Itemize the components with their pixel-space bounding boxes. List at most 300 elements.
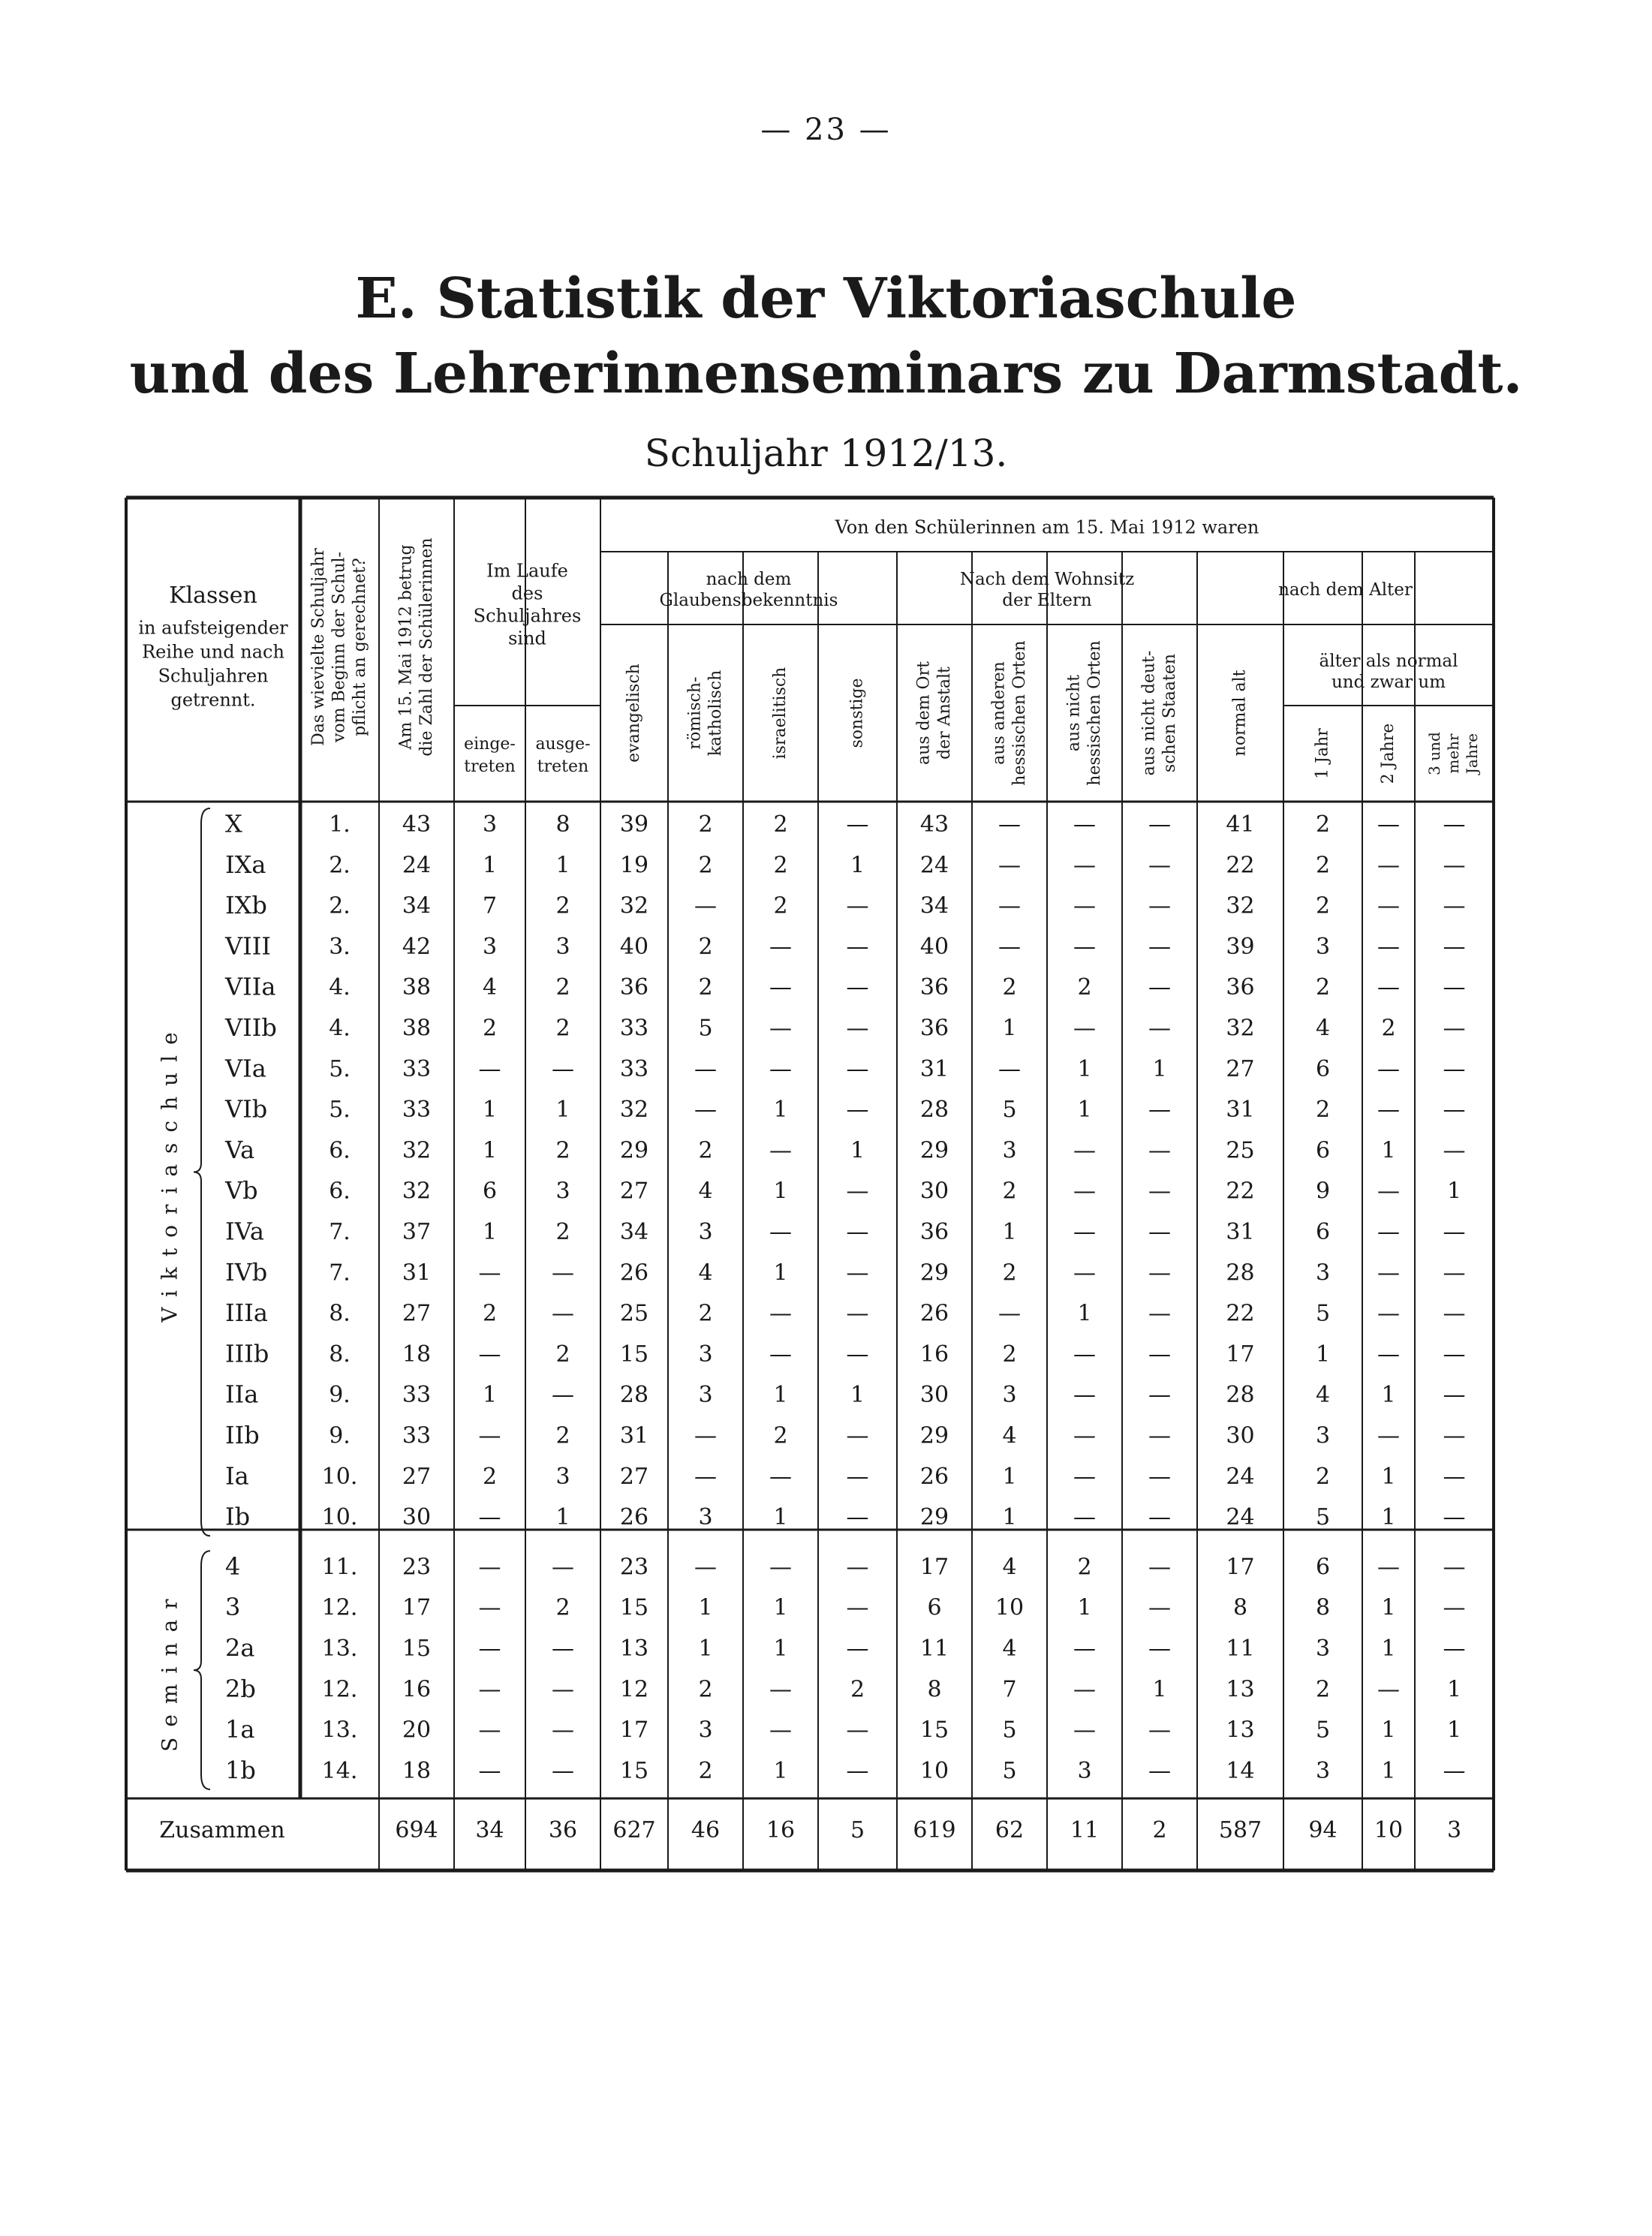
total-value: 16 bbox=[766, 1817, 796, 1843]
cell-value: 10 bbox=[995, 1594, 1025, 1621]
cell-value: 1 bbox=[850, 1137, 865, 1164]
cell-value: 1 bbox=[1381, 1717, 1396, 1744]
cell-value: 27 bbox=[619, 1178, 649, 1205]
cell-value: 4 bbox=[1315, 1382, 1331, 1409]
cell-value: 18 bbox=[402, 1341, 432, 1368]
cell-value: — bbox=[846, 892, 869, 919]
cell-value: 24 bbox=[1226, 1504, 1255, 1531]
cell-value: — bbox=[1148, 1717, 1171, 1744]
cell-value: 2 bbox=[1315, 811, 1331, 838]
cell-klasse: 3 bbox=[225, 1593, 241, 1622]
table-cells bbox=[158, 808, 1466, 1843]
cell-value: — bbox=[1148, 1300, 1171, 1327]
cell-value: 1 bbox=[1002, 1219, 1017, 1245]
cell-value: 13 bbox=[619, 1636, 649, 1662]
header-ausgetreten: ausge- bbox=[535, 735, 591, 754]
cell-value: 12 bbox=[619, 1676, 649, 1703]
cell-value: 1 bbox=[1077, 1055, 1092, 1082]
cell-value: — bbox=[1148, 974, 1171, 1001]
cell-value: 10. bbox=[321, 1463, 358, 1490]
cell-klasse: X bbox=[225, 809, 242, 838]
cell-value: 1 bbox=[773, 1178, 788, 1205]
cell-value: 27 bbox=[619, 1463, 649, 1490]
header-3-jahre: 3 und bbox=[1425, 732, 1443, 775]
cell-value: — bbox=[846, 1463, 869, 1490]
cell-value: 30 bbox=[919, 1178, 949, 1205]
cell-value: — bbox=[1073, 1137, 1096, 1164]
cell-value: — bbox=[1377, 1259, 1400, 1287]
cell-value: 3 bbox=[1315, 1757, 1331, 1784]
cell-value: — bbox=[1443, 852, 1466, 879]
cell-value: 11. bbox=[321, 1554, 358, 1581]
cell-value: — bbox=[694, 1463, 717, 1490]
cell-value: 33 bbox=[402, 1055, 432, 1082]
total-value: 46 bbox=[691, 1817, 721, 1843]
cell-value: 8 bbox=[1232, 1594, 1248, 1621]
cell-value: 4 bbox=[1315, 1015, 1331, 1042]
cell-value: 1 bbox=[1002, 1463, 1017, 1490]
cell-value: 1 bbox=[850, 1382, 865, 1409]
cell-value: 1 bbox=[773, 1636, 788, 1662]
cell-klasse: VIa bbox=[225, 1054, 266, 1083]
cell-value: — bbox=[1377, 811, 1400, 838]
cell-value: — bbox=[478, 1717, 501, 1744]
cell-value: — bbox=[998, 933, 1021, 960]
cell-value: 23 bbox=[619, 1554, 649, 1581]
cell-value: — bbox=[694, 1554, 717, 1581]
cell-value: — bbox=[769, 1137, 792, 1164]
cell-value: — bbox=[1073, 1259, 1096, 1287]
cell-value: 28 bbox=[1226, 1382, 1255, 1409]
total-value: 587 bbox=[1218, 1817, 1262, 1843]
cell-value: 13 bbox=[1226, 1676, 1255, 1703]
cell-value: 1 bbox=[482, 1219, 498, 1245]
header-von-den: Von den Schülerinnen am 15. Mai 1912 waren bbox=[835, 516, 1259, 538]
cell-value: 43 bbox=[402, 811, 432, 838]
cell-value: 2 bbox=[850, 1676, 865, 1703]
cell-value: — bbox=[769, 933, 792, 960]
cell-value: — bbox=[1443, 933, 1466, 960]
group-label-viktoriaschule: Viktoriaschule bbox=[157, 1022, 182, 1323]
cell-value: 32 bbox=[619, 1097, 649, 1124]
cell-value: — bbox=[1148, 1382, 1171, 1409]
cell-value: — bbox=[478, 1341, 501, 1368]
cell-value: 3 bbox=[555, 933, 570, 960]
cell-value: 1 bbox=[1152, 1676, 1167, 1703]
cell-value: 36 bbox=[1226, 974, 1255, 1001]
total-value: 36 bbox=[548, 1817, 578, 1843]
cell-value: 3 bbox=[1315, 1259, 1331, 1287]
cell-value: 13. bbox=[321, 1636, 358, 1662]
cell-value: — bbox=[1073, 1219, 1096, 1245]
cell-klasse: 4 bbox=[225, 1551, 241, 1581]
cell-value: — bbox=[1148, 1341, 1171, 1368]
cell-value: — bbox=[1073, 933, 1096, 960]
cell-value: 1 bbox=[773, 1504, 788, 1531]
cell-klasse: IVb bbox=[225, 1257, 268, 1287]
cell-value: — bbox=[552, 1757, 574, 1784]
total-value: 62 bbox=[995, 1817, 1025, 1843]
cell-value: — bbox=[998, 811, 1021, 838]
cell-value: 2 bbox=[555, 1137, 570, 1164]
total-value: 94 bbox=[1308, 1817, 1338, 1843]
cell-value: 3 bbox=[698, 1219, 713, 1245]
cell-value: — bbox=[1443, 1422, 1466, 1449]
cell-value: 30 bbox=[1226, 1422, 1255, 1449]
cell-value: 2 bbox=[1077, 1554, 1092, 1581]
cell-value: 14 bbox=[1226, 1757, 1255, 1784]
cell-value: 6 bbox=[1315, 1554, 1331, 1581]
cell-value: 2 bbox=[773, 892, 788, 919]
cell-value: 27 bbox=[1226, 1055, 1255, 1082]
cell-klasse: VIb bbox=[225, 1094, 268, 1124]
cell-value: 2 bbox=[1315, 852, 1331, 879]
cell-value: 29 bbox=[919, 1504, 949, 1531]
header-wohnsitz: der Eltern bbox=[1002, 591, 1092, 610]
cell-value: — bbox=[1443, 1463, 1466, 1490]
cell-value: 4 bbox=[698, 1178, 713, 1205]
cell-value: 1 bbox=[482, 852, 498, 879]
cell-value: — bbox=[478, 1594, 501, 1621]
cell-klasse: VIIa bbox=[225, 972, 276, 1001]
cell-value: 31 bbox=[619, 1422, 649, 1449]
cell-value: 3 bbox=[1002, 1137, 1017, 1164]
cell-value: 1 bbox=[1381, 1504, 1396, 1531]
cell-value: 31 bbox=[1226, 1219, 1255, 1245]
cell-value: 14. bbox=[321, 1757, 358, 1784]
cell-value: 2 bbox=[698, 852, 713, 879]
cell-value: — bbox=[552, 1300, 574, 1327]
cell-value: — bbox=[1377, 1554, 1400, 1581]
header-sonstige: sonstige bbox=[847, 678, 867, 748]
cell-value: — bbox=[478, 1757, 501, 1784]
cell-value: — bbox=[1377, 1341, 1400, 1368]
cell-value: 31 bbox=[919, 1055, 949, 1082]
cell-value: 30 bbox=[402, 1504, 432, 1531]
cell-value: 32 bbox=[1226, 892, 1255, 919]
cell-value: 1 bbox=[555, 1097, 570, 1124]
cell-value: — bbox=[1377, 1178, 1400, 1205]
cell-value: 2 bbox=[555, 1015, 570, 1042]
cell-value: 7. bbox=[329, 1259, 351, 1287]
total-value: 2 bbox=[1152, 1817, 1167, 1843]
cell-value: 5 bbox=[1002, 1097, 1017, 1124]
cell-value: — bbox=[1073, 1341, 1096, 1368]
cell-value: — bbox=[1148, 1178, 1171, 1205]
cell-value: — bbox=[478, 1554, 501, 1581]
cell-value: 5 bbox=[1002, 1717, 1017, 1744]
cell-klasse: IIIb bbox=[225, 1339, 269, 1368]
total-value: 627 bbox=[612, 1817, 656, 1843]
cell-value: — bbox=[769, 1219, 792, 1245]
cell-value: 2 bbox=[1315, 974, 1331, 1001]
header-glauben: Glaubensbekenntnis bbox=[659, 591, 838, 610]
cell-value: 38 bbox=[402, 974, 432, 1001]
cell-value: 32 bbox=[1226, 1015, 1255, 1042]
cell-klasse: IIIa bbox=[225, 1299, 268, 1328]
cell-value: — bbox=[1377, 1097, 1400, 1124]
cell-value: 6 bbox=[1315, 1055, 1331, 1082]
cell-value: 34 bbox=[919, 892, 949, 919]
cell-value: 7 bbox=[1002, 1676, 1017, 1703]
cell-value: 27 bbox=[402, 1300, 432, 1327]
cell-value: — bbox=[846, 1594, 869, 1621]
header-laufe: des bbox=[511, 582, 543, 604]
cell-value: 2 bbox=[698, 1137, 713, 1164]
cell-value: 30 bbox=[919, 1382, 949, 1409]
cell-klasse: IXb bbox=[225, 891, 267, 920]
cell-value: 22 bbox=[1226, 1178, 1255, 1205]
cell-value: — bbox=[846, 1422, 869, 1449]
cell-value: 22 bbox=[1226, 852, 1255, 879]
cell-value: 1 bbox=[773, 1382, 788, 1409]
cell-value: — bbox=[552, 1382, 574, 1409]
cell-value: 5 bbox=[1315, 1717, 1331, 1744]
cell-value: — bbox=[552, 1055, 574, 1082]
total-value: 694 bbox=[395, 1817, 438, 1843]
cell-value: — bbox=[552, 1636, 574, 1662]
cell-value: 1 bbox=[555, 1504, 570, 1531]
cell-klasse: 1a bbox=[225, 1715, 255, 1744]
cell-value: — bbox=[998, 1300, 1021, 1327]
cell-value: 33 bbox=[619, 1015, 649, 1042]
cell-value: 1 bbox=[482, 1097, 498, 1124]
cell-value: 2 bbox=[555, 1594, 570, 1621]
subtitle: Schuljahr 1912/13. bbox=[644, 432, 1008, 475]
cell-value: 7 bbox=[482, 892, 498, 919]
cell-klasse: IIb bbox=[225, 1421, 260, 1449]
cell-value: 17 bbox=[1226, 1341, 1255, 1368]
cell-value: 5. bbox=[329, 1055, 351, 1082]
cell-value: 26 bbox=[619, 1504, 649, 1531]
header-zahl: die Zahl der Schülerinnen bbox=[417, 537, 436, 757]
cell-value: 2 bbox=[698, 1757, 713, 1784]
cell-value: — bbox=[1073, 1463, 1096, 1490]
cell-value: 16 bbox=[919, 1341, 949, 1368]
cell-value: 2 bbox=[482, 1300, 498, 1327]
cell-value: — bbox=[846, 1757, 869, 1784]
cell-value: — bbox=[1443, 1015, 1466, 1042]
cell-value: 12. bbox=[321, 1594, 358, 1621]
cell-value: — bbox=[1148, 1554, 1171, 1581]
cell-value: — bbox=[769, 1341, 792, 1368]
cell-value: — bbox=[1148, 933, 1171, 960]
cell-value: 7. bbox=[329, 1219, 351, 1245]
cell-value: 29 bbox=[919, 1259, 949, 1287]
header-schuljahr: Das wievielte Schuljahr bbox=[309, 548, 328, 746]
header-aelter: und zwar um bbox=[1331, 673, 1446, 692]
cell-value: — bbox=[694, 892, 717, 919]
cell-value: 3 bbox=[698, 1382, 713, 1409]
cell-klasse: 1b bbox=[225, 1756, 256, 1785]
cell-klasse: Vb bbox=[225, 1176, 258, 1205]
cell-value: 29 bbox=[919, 1137, 949, 1164]
header-evangelisch: evangelisch bbox=[624, 664, 643, 763]
header-klassen: in aufsteigender bbox=[138, 617, 288, 639]
cell-value: 3 bbox=[555, 1463, 570, 1490]
cell-value: 32 bbox=[619, 892, 649, 919]
cell-value: — bbox=[846, 1636, 869, 1662]
cell-value: 2. bbox=[329, 852, 351, 879]
cell-value: — bbox=[1443, 1636, 1466, 1662]
cell-value: 3 bbox=[698, 1717, 713, 1744]
header-klassen: Schuljahren bbox=[158, 665, 269, 687]
cell-value: — bbox=[846, 811, 869, 838]
cell-value: 2 bbox=[1077, 974, 1092, 1001]
cell-value: 24 bbox=[402, 852, 432, 879]
cell-value: — bbox=[1073, 1504, 1096, 1531]
cell-value: 1 bbox=[1381, 1463, 1396, 1490]
cell-value: 28 bbox=[919, 1097, 949, 1124]
cell-value: 9 bbox=[1315, 1178, 1331, 1205]
cell-value: — bbox=[478, 1504, 501, 1531]
cell-value: 3 bbox=[698, 1341, 713, 1368]
cell-value: — bbox=[846, 1097, 869, 1124]
cell-value: — bbox=[846, 1300, 869, 1327]
cell-value: 36 bbox=[919, 1015, 949, 1042]
cell-value: — bbox=[1073, 1015, 1096, 1042]
header-israelitisch: israelitisch bbox=[771, 667, 790, 760]
cell-value: 8. bbox=[329, 1300, 351, 1327]
cell-value: — bbox=[478, 1422, 501, 1449]
cell-value: — bbox=[846, 1554, 869, 1581]
cell-value: — bbox=[769, 1463, 792, 1490]
cell-value: 2 bbox=[773, 852, 788, 879]
cell-value: — bbox=[846, 1259, 869, 1287]
cell-value: 1 bbox=[773, 1259, 788, 1287]
cell-value: 19 bbox=[619, 852, 649, 879]
cell-value: — bbox=[1148, 852, 1171, 879]
cell-value: 1 bbox=[698, 1594, 713, 1621]
cell-value: 34 bbox=[619, 1219, 649, 1245]
cell-value: 2 bbox=[1002, 1341, 1017, 1368]
cell-value: — bbox=[694, 1055, 717, 1082]
cell-value: 2 bbox=[555, 1341, 570, 1368]
cell-value: 2 bbox=[698, 974, 713, 1001]
cell-value: 2 bbox=[698, 811, 713, 838]
header-klassen: Klassen bbox=[169, 582, 257, 609]
cell-value: 8 bbox=[1315, 1594, 1331, 1621]
cell-value: — bbox=[846, 1055, 869, 1082]
cell-value: 36 bbox=[619, 974, 649, 1001]
cell-value: — bbox=[769, 1717, 792, 1744]
cell-value: 2 bbox=[1002, 1259, 1017, 1287]
cell-value: 1 bbox=[482, 1137, 498, 1164]
cell-value: 15 bbox=[619, 1757, 649, 1784]
cell-value: — bbox=[846, 1015, 869, 1042]
cell-value: 2 bbox=[555, 1422, 570, 1449]
cell-klasse: IIa bbox=[225, 1380, 259, 1409]
cell-value: — bbox=[1148, 892, 1171, 919]
cell-value: — bbox=[1377, 1300, 1400, 1327]
header-normal-alt: normal alt bbox=[1230, 670, 1250, 757]
cell-value: — bbox=[1443, 1259, 1466, 1287]
cell-value: 37 bbox=[402, 1219, 432, 1245]
header-nicht-deutsch: schen Staaten bbox=[1160, 653, 1179, 773]
cell-value: 4 bbox=[1002, 1636, 1017, 1662]
cell-value: 2 bbox=[773, 1422, 788, 1449]
cell-value: 38 bbox=[402, 1015, 432, 1042]
cell-value: 1 bbox=[1446, 1178, 1462, 1205]
cell-value: 11 bbox=[1226, 1636, 1255, 1662]
cell-value: 40 bbox=[619, 933, 649, 960]
cell-value: 10 bbox=[919, 1757, 949, 1784]
cell-value: 1 bbox=[773, 1097, 788, 1124]
cell-value: — bbox=[694, 1097, 717, 1124]
cell-value: 2 bbox=[1002, 974, 1017, 1001]
cell-value: 33 bbox=[619, 1055, 649, 1082]
cell-value: — bbox=[1377, 1055, 1400, 1082]
total-label: Zusammen bbox=[159, 1817, 285, 1843]
cell-klasse: VIII bbox=[225, 931, 272, 961]
header-2-jahre: 2 Jahre bbox=[1379, 723, 1398, 784]
cell-value: 2 bbox=[1381, 1015, 1396, 1042]
cell-value: 2 bbox=[482, 1015, 498, 1042]
cell-value: 11 bbox=[919, 1636, 949, 1662]
cell-value: — bbox=[1148, 1636, 1171, 1662]
cell-value: 2. bbox=[329, 892, 351, 919]
cell-value: — bbox=[769, 1300, 792, 1327]
cell-value: 27 bbox=[402, 1463, 432, 1490]
cell-value: — bbox=[1443, 892, 1466, 919]
cell-value: — bbox=[1073, 1422, 1096, 1449]
cell-value: 3 bbox=[482, 811, 498, 838]
cell-value: — bbox=[1377, 1676, 1400, 1703]
cell-value: — bbox=[846, 1504, 869, 1531]
cell-value: 32 bbox=[402, 1178, 432, 1205]
total-value: 34 bbox=[475, 1817, 504, 1843]
cell-value: 26 bbox=[919, 1300, 949, 1327]
cell-value: 32 bbox=[402, 1137, 432, 1164]
header-hess-orten: hessischen Orten bbox=[1010, 640, 1029, 786]
cell-value: — bbox=[1073, 811, 1096, 838]
cell-value: 33 bbox=[402, 1097, 432, 1124]
cell-value: — bbox=[769, 1676, 792, 1703]
cell-value: 1 bbox=[1002, 1504, 1017, 1531]
cell-value: 9. bbox=[329, 1382, 351, 1409]
cell-value: 13. bbox=[321, 1717, 358, 1744]
cell-value: — bbox=[1073, 1178, 1096, 1205]
cell-value: 28 bbox=[619, 1382, 649, 1409]
cell-value: — bbox=[1148, 1015, 1171, 1042]
cell-value: 5 bbox=[698, 1015, 713, 1042]
cell-value: 1 bbox=[1381, 1594, 1396, 1621]
cell-value: — bbox=[1443, 1137, 1466, 1164]
cell-klasse: 2a bbox=[225, 1633, 255, 1663]
cell-value: 2 bbox=[773, 811, 788, 838]
cell-value: — bbox=[552, 1717, 574, 1744]
cell-value: 42 bbox=[402, 933, 432, 960]
cell-value: 8. bbox=[329, 1341, 351, 1368]
cell-value: 34 bbox=[402, 892, 432, 919]
cell-value: 4. bbox=[329, 1015, 351, 1042]
header-katholisch: römisch- bbox=[685, 676, 705, 750]
cell-value: 6 bbox=[1315, 1219, 1331, 1245]
total-value: 3 bbox=[1446, 1817, 1462, 1843]
cell-value: 18 bbox=[402, 1757, 432, 1784]
header-ausgetreten: treten bbox=[537, 757, 589, 776]
cell-value: — bbox=[769, 1055, 792, 1082]
cell-value: — bbox=[1443, 1504, 1466, 1531]
header-schuljahr: vom Beginn der Schul- bbox=[329, 552, 349, 742]
cell-value: 6 bbox=[927, 1594, 942, 1621]
cell-value: 4 bbox=[698, 1259, 713, 1287]
header-ort-anstalt: der Anstalt bbox=[934, 667, 954, 760]
cell-value: — bbox=[1443, 1757, 1466, 1784]
header-nicht-hess: aus nicht bbox=[1064, 674, 1084, 752]
cell-value: 4 bbox=[1002, 1422, 1017, 1449]
cell-value: — bbox=[846, 974, 869, 1001]
